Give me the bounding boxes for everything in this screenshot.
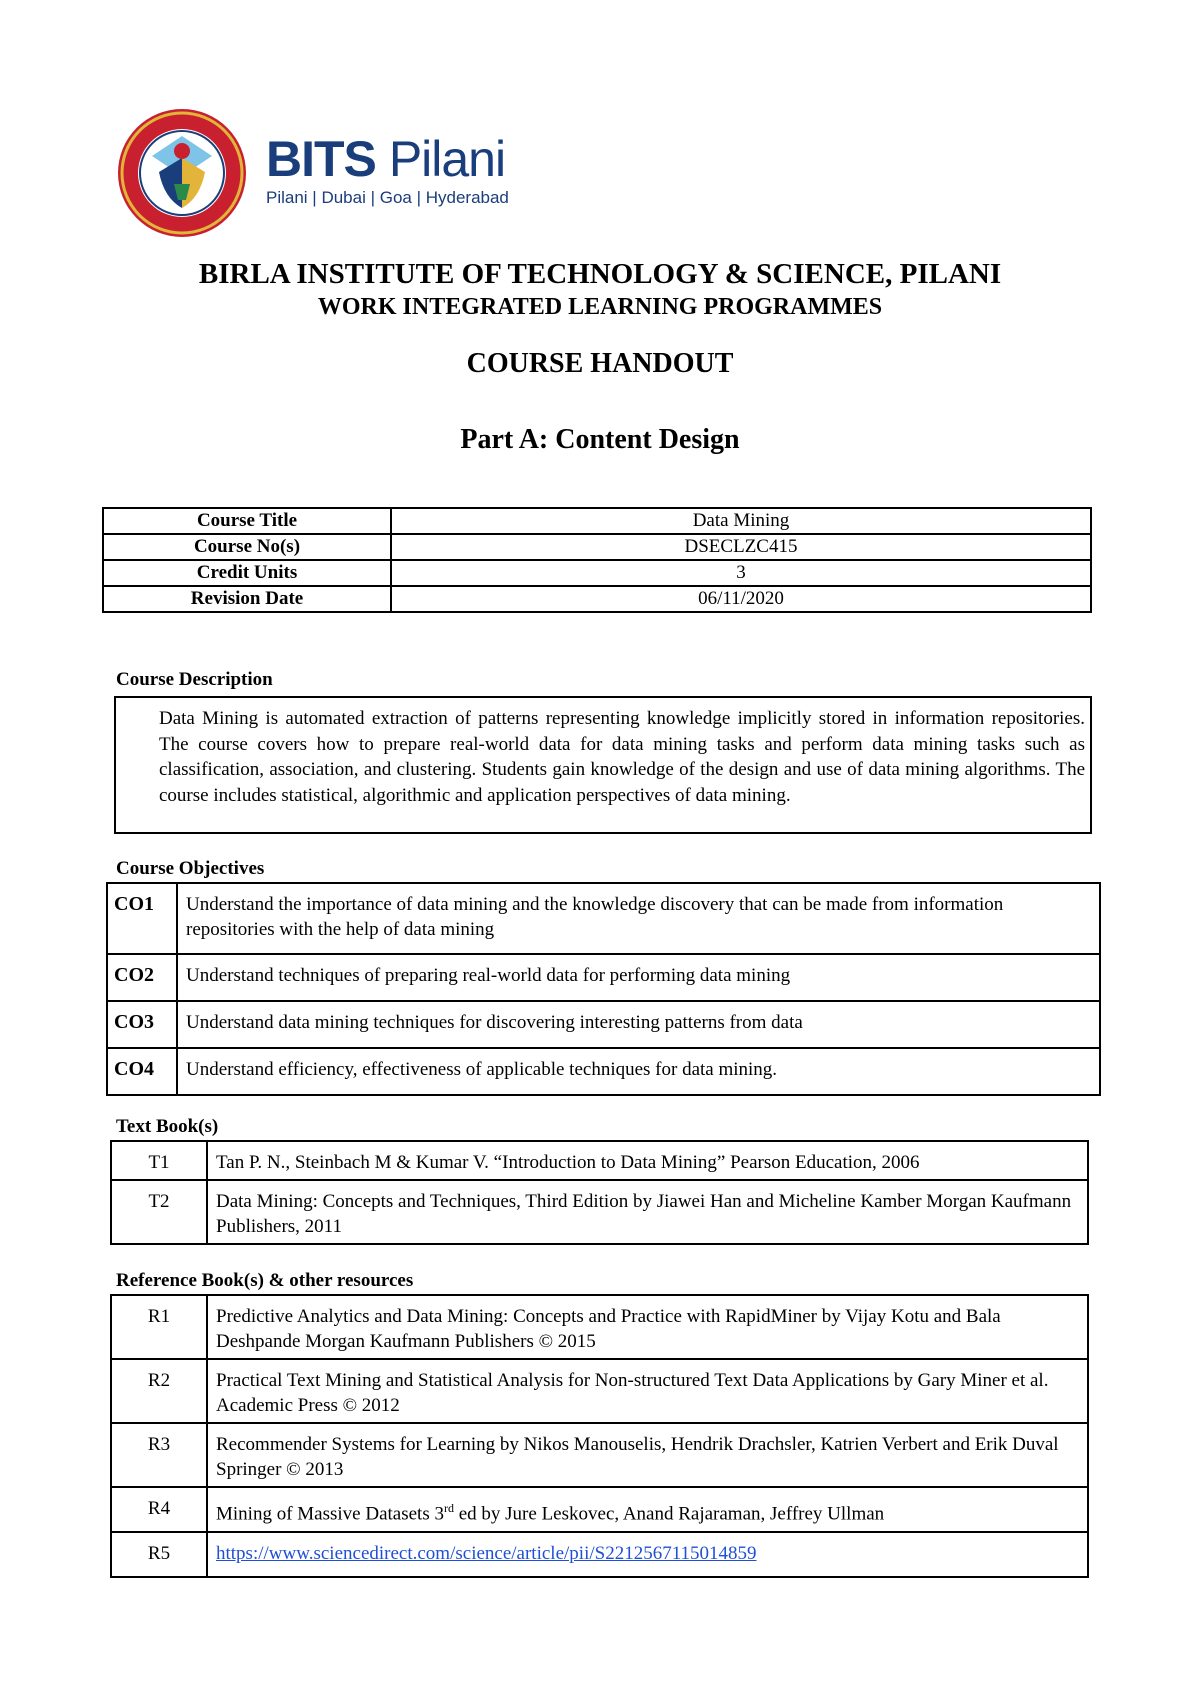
table-row [111, 1532, 1088, 1577]
table-row [103, 586, 1091, 612]
book-code: T2 [111, 1180, 207, 1244]
table-row [103, 560, 1091, 586]
description-heading: Course Description [116, 669, 273, 690]
description-box: Data Mining is automated extraction of patterns representing knowledge implicitly stored in information repositories. The course covers how to prepare real-world data for data mining tasks and perform data mining tasks such as classification, association, and clustering. Students gain knowledge of the design and use of data mining algorithms. The course includes statistical, algorithmic and application perspectives of data mining. [114, 696, 1092, 834]
book-text: Practical Text Mining and Statistical Analysis for Non-structured Text Data Applications by Gary Miner et al. Academic Press © 2012 [207, 1359, 1088, 1423]
book-text: Predictive Analytics and Data Mining: Concepts and Practice with RapidMiner by Vijay Kotu and Bala Deshpande Morgan Kaufmann Publishers © 2015 [207, 1295, 1088, 1359]
book-text: Data Mining: Concepts and Techniques, Third Edition by Jiawei Han and Micheline Kamber Morgan Kaufmann Publishers, 2011 [207, 1180, 1088, 1244]
info-label: Credit Units [103, 560, 391, 586]
objective-code: CO2 [107, 954, 177, 1001]
book-code: R4 [111, 1487, 207, 1532]
bits-seal-icon [114, 106, 250, 241]
references-heading: Reference Book(s) & other resources [116, 1270, 414, 1291]
programme-name: WORK INTEGRATED LEARNING PROGRAMMES [317, 294, 883, 320]
book-code: R5 [111, 1532, 207, 1577]
brand-light: Pilani [388, 131, 506, 187]
course-info-table [102, 507, 1092, 613]
objective-code: CO3 [107, 1001, 177, 1048]
textbooks-heading: Text Book(s) [116, 1116, 219, 1137]
objective-text: Understand efficiency, effectiveness of applicable techniques for data mining. [177, 1048, 1100, 1095]
bits-logo [114, 106, 534, 241]
book-text: Recommender Systems for Learning by Nikos Manouselis, Hendrik Drachsler, Katrien Verbert and Erik Duval Springer © 2013 [207, 1423, 1088, 1487]
book-code: R1 [111, 1295, 207, 1359]
objective-text: Understand the importance of data mining and the knowledge discovery that can be made from information repositories with the help of data mining [177, 883, 1100, 954]
table-row [103, 534, 1091, 560]
table-row [107, 883, 1100, 954]
table-row [107, 1048, 1100, 1095]
info-value: Data Mining [391, 508, 1091, 534]
objective-text: Understand techniques of preparing real-world data for performing data mining [177, 954, 1100, 1001]
book-text-part: Mining of Massive Datasets 3 [216, 1503, 444, 1525]
table-row [111, 1180, 1088, 1244]
objective-code: CO1 [107, 883, 177, 954]
info-value: 06/11/2020 [391, 586, 1091, 612]
brand-wordmark [266, 131, 509, 208]
objective-code: CO4 [107, 1048, 177, 1095]
book-text [207, 1487, 1088, 1532]
book-text-part: ed by Jure Leskovec, Anand Rajaraman, Jeffrey Ullman [453, 1503, 885, 1525]
info-value: DSECLZC415 [391, 534, 1091, 560]
objectives-table [106, 882, 1101, 1096]
institute-name: BIRLA INSTITUTE OF TECHNOLOGY & SCIENCE, PILANI [198, 258, 1002, 290]
objectives-heading: Course Objectives [116, 858, 265, 879]
table-row [111, 1487, 1088, 1532]
book-code: R3 [111, 1423, 207, 1487]
table-row [111, 1359, 1088, 1423]
book-code: R2 [111, 1359, 207, 1423]
info-label: Course No(s) [103, 534, 391, 560]
book-code: T1 [111, 1141, 207, 1180]
textbooks-table [110, 1140, 1089, 1245]
book-text: Tan P. N., Steinbach M & Kumar V. “Introduction to Data Mining” Pearson Education, 2006 [207, 1141, 1088, 1180]
book-text [207, 1532, 1088, 1577]
brand-bold: BITS [266, 131, 376, 187]
table-row [111, 1141, 1088, 1180]
info-value: 3 [391, 560, 1091, 586]
table-row [111, 1423, 1088, 1487]
references-table [110, 1294, 1089, 1578]
brand-campuses: Pilani | Dubai | Goa | Hyderabad [266, 188, 509, 207]
brand-name [266, 131, 509, 187]
document-title: COURSE HANDOUT [466, 348, 734, 379]
info-label: Course Title [103, 508, 391, 534]
table-row [103, 508, 1091, 534]
objective-text: Understand data mining techniques for discovering interesting patterns from data [177, 1001, 1100, 1048]
table-row [107, 954, 1100, 1001]
table-row [107, 1001, 1100, 1048]
info-label: Revision Date [103, 586, 391, 612]
table-row [111, 1295, 1088, 1359]
reference-link[interactable]: https://www.sciencedirect.com/science/article/pii/S2212567115014859 [216, 1543, 757, 1564]
part-title: Part A: Content Design [460, 424, 740, 455]
superscript: rd [443, 1501, 454, 1515]
